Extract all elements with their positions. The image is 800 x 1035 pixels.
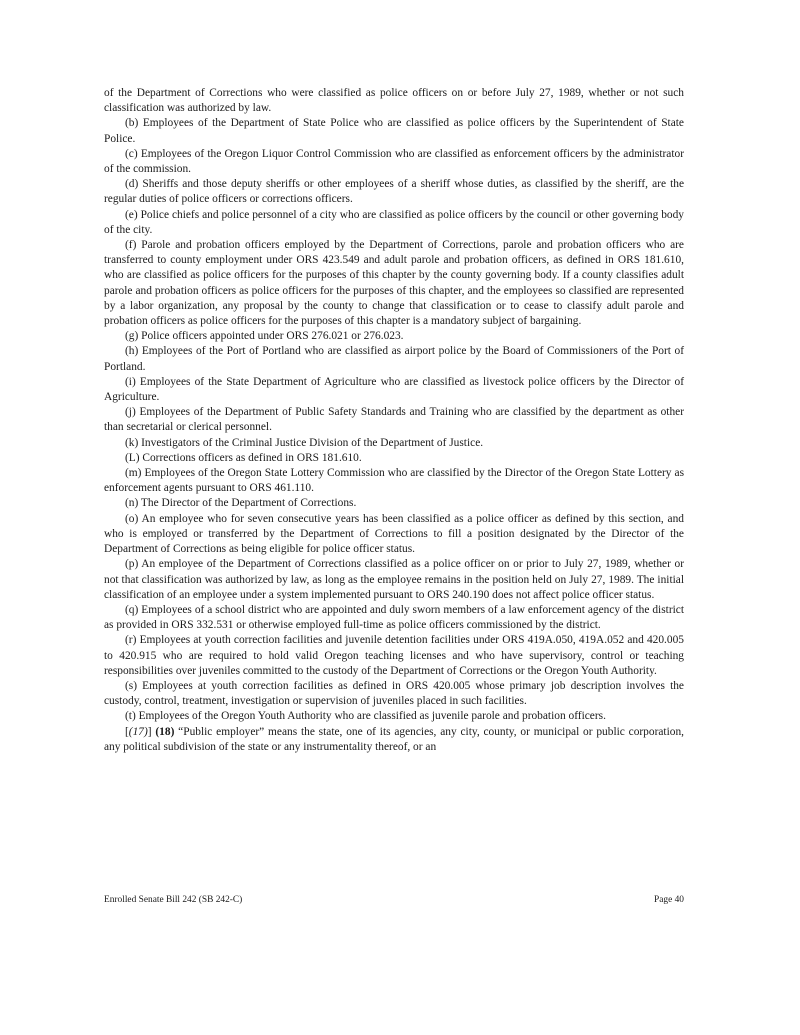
bracket-open: [ (125, 725, 129, 738)
list-item: (m) Employees of the Oregon State Lottery Commission who are classified by the Director of the Oregon State Lottery as enforcement agents pursuant to ORS 461.110. (104, 467, 684, 495)
list-item: (k) Investigators of the Criminal Justice Division of the Department of Justice. (125, 436, 484, 449)
list-item: (f) Parole and probation officers employed by the Department of Corrections, parole and probation officers who are transferred to county employment under ORS 423.549 and adult parole and probation officers, as defined in ORS 181.610, who are classified as police officers for the purposes of this chapter by the county governing body. If a county classifies adult parole and probation officers as police officers for the purposes of this chapter, and the employees so classified are represented by a labor organization, any proposal by the county to change that classification or to cease to classify adult parole and probation officers as police officers for the purposes of this chapter is a mandatory subject of bargaining. (104, 239, 684, 328)
list-item: (q) Employees of a school district who are appointed and duly sworn members of a law enforcement agency of the district as provided in ORS 332.531 or otherwise employed full-time as police officers commissioned by the district. (104, 603, 684, 632)
subsection-number: (18) (155, 725, 175, 738)
bracket-close: ] (147, 725, 156, 738)
paragraph-continuation: of the Department of Corrections who were classified as police officers on or before July 27, 1989, whether or not such classification was authorized by law. (104, 87, 684, 115)
document-body (104, 86, 684, 755)
list-item: (s) Employees at youth correction facilities as defined in ORS 420.005 whose primary job description involves the custody, control, treatment, investigation or supervision of juveniles placed in such facilities. (104, 679, 684, 708)
page-number: Page 40 (654, 895, 684, 905)
bill-identifier: Enrolled Senate Bill 242 (SB 242-C) (104, 895, 243, 905)
deleted-number: (17) (128, 725, 148, 738)
page-footer (104, 895, 684, 905)
list-item: (b) Employees of the Department of State Police who are classified as police officers by the Superintendent of State Police. (104, 117, 684, 145)
list-item: (e) Police chiefs and police personnel of a city who are classified as police officers by the council or other governing body of the city. (104, 208, 684, 236)
list-item: (n) The Director of the Department of Corrections. (125, 497, 357, 510)
list-item: (c) Employees of the Oregon Liquor Control Commission who are classified as enforcement officers by the administrator of the commission. (104, 147, 684, 176)
list-item: (d) Sheriffs and those deputy sheriffs or other employees of a sheriff whose duties, as classified by the sheriff, are the regular duties of police officers or corrections officers. (104, 178, 684, 206)
list-item: (i) Employees of the State Department of Agriculture who are classified as livestock police officers by the Director of Agriculture. (104, 375, 684, 404)
list-item: (h) Employees of the Port of Portland who are classified as airport police by the Board of Commissioners of the Port of Portland. (104, 345, 684, 373)
list-item: (t) Employees of the Oregon Youth Authority who are classified as juvenile parole and probation officers. (125, 710, 606, 723)
list-item: (p) An employee of the Department of Corrections classified as a police officer on or prior to July 27, 1989, whether or not that classification was authorized by law, as long as the employee remains in the position held on July 27, 1989. The initial classification of an employee under a system implemented pursuant to ORS 240.190 does not affect police officer status. (104, 558, 684, 601)
list-item: (j) Employees of the Department of Public Safety Standards and Training who are classified by the department as other than secretarial or clerical personnel. (104, 406, 684, 434)
subsection-text: “Public employer” means the state, one of its agencies, any city, county, or municipal or public corporation, any political subdivision of the state or any instrumentality thereof, or an (104, 725, 684, 753)
list-item: (L) Corrections officers as defined in ORS 181.610. (125, 451, 362, 464)
list-item: (r) Employees at youth correction facilities and juvenile detention facilities under ORS 419A.050, 419A.052 and 420.005 to 420.915 who are required to hold valid Oregon teaching licenses and who have supervisory, control or teaching responsibilities over juveniles committed to the custody of the Department of Corrections or the Oregon Youth Authority. (104, 634, 684, 677)
subsection-18 (104, 725, 684, 755)
list-item: (g) Police officers appointed under ORS 276.021 or 276.023. (125, 330, 404, 343)
list-item: (o) An employee who for seven consecutive years has been classified as a police officer as defined by this section, and who is employed or transferred by the Department of Corrections to fill a position designated by the Director of the Department of Corrections as being eligible for police officer status. (104, 512, 684, 556)
